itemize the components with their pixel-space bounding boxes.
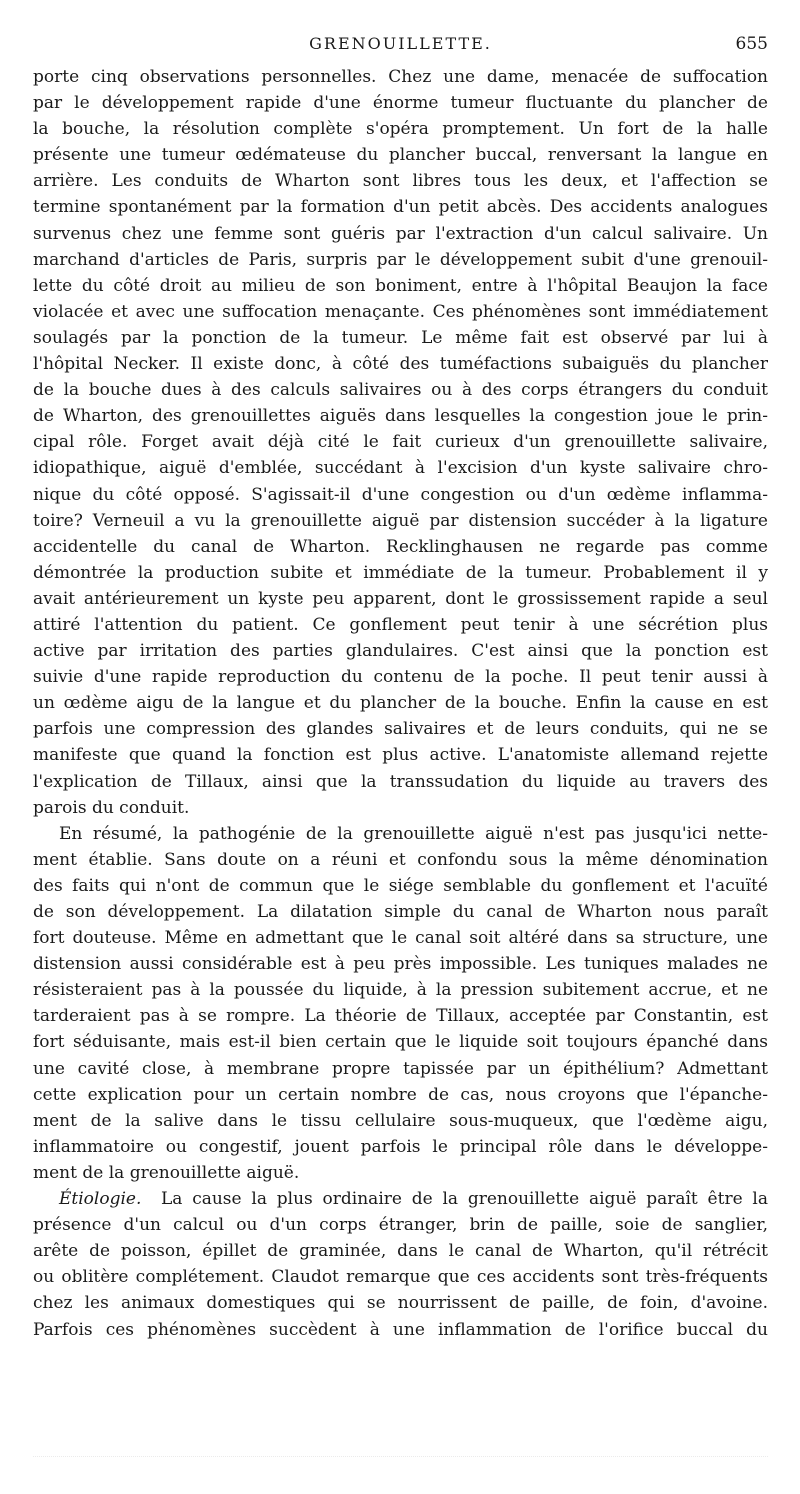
text-line: soulagés par la ponction de la tumeur. Le même fait est observé par lui à [33, 327, 768, 348]
text-line: En résumé, la pathogénie de la grenouillette aiguë n'est pas jusqu'ici nette- [59, 823, 768, 844]
text-line: par le développement rapide d'une énorme tumeur fluctuante du plancher de [33, 93, 768, 114]
book-page [33, 30, 768, 1343]
text-line: fort douteuse. Même en admettant que le canal soit altéré dans sa structure, une [33, 928, 768, 949]
text-line: l'explication de Tillaux, ainsi que la transsudation du liquide au travers des [33, 771, 768, 792]
text-line: inflammatoire ou congestif, jouent parfois le principal rôle dans le développe- [33, 1136, 768, 1157]
text-line: termine spontanément par la formation d'un petit abcès. Des accidents analogues [33, 197, 768, 218]
text-line: toire? Verneuil a vu la grenouillette aiguë par distension succéder à la ligature [33, 510, 768, 531]
text-line: tarderaient pas à se rompre. La théorie de Tillaux, acceptée par Constantin, est [33, 1006, 768, 1027]
text-line: active par irritation des parties glandulaires. C'est ainsi que la ponction est [33, 641, 768, 662]
text-line: lette du côté droit au milieu de son boniment, entre à l'hôpital Beaujon la face [33, 275, 768, 296]
text-line: un œdème aigu de la langue et du plancher de la bouche. Enfin la cause en est [33, 693, 768, 714]
text-line: parfois une compression des glandes salivaires et de leurs conduits, qui ne se [33, 719, 768, 740]
text-line: fort séduisante, mais est-il bien certain que le liquide soit toujours épanché dans [33, 1032, 768, 1053]
text-line: cette explication pour un certain nombre de cas, nous croyons que l'épanche- [33, 1084, 768, 1105]
text-line-fragment: La cause la plus ordinaire de la grenouillette aiguë paraît être la [160, 1189, 769, 1210]
text-line: présence d'un calcul ou d'un corps étranger, brin de paille, soie de sanglier, [33, 1215, 768, 1236]
scan-artifact [33, 1456, 768, 1465]
text-line: arête de poisson, épillet de graminée, dans le canal de Wharton, qu'il rétrécit [33, 1241, 768, 1262]
text-line: manifeste que quand la fonction est plus active. L'anatomiste allemand rejette [33, 745, 768, 766]
text-line: marchand d'articles de Paris, surpris par le développement subit d'une grenouil- [33, 249, 768, 270]
text-line: violacée et avec une suffocation menaçante. Ces phénomènes sont immédiatement [33, 301, 768, 322]
text-line: des faits qui n'ont de commun que le siége semblable du gonflement et l'acuïté [33, 875, 768, 896]
text-line: ou oblitère complétement. Claudot remarque que ces accidents sont très-fréquents [33, 1267, 768, 1288]
text-line: la bouche, la résolution complète s'opéra promptement. Un fort de la halle [33, 119, 768, 140]
text-line: l'hôpital Necker. Il existe donc, à côté des tuméfactions subaiguës du plancher [33, 354, 768, 375]
text-line: accidentelle du canal de Wharton. Recklinghausen ne regarde pas comme [33, 536, 768, 557]
text-line: idiopathique, aiguë d'emblée, succédant à l'excision d'un kyste salivaire chro- [33, 458, 768, 479]
text-line: suivie d'une rapide reproduction du contenu de la poche. Il peut tenir aussi à [33, 667, 768, 688]
text-line: cipal rôle. Forget avait déjà cité le fait curieux d'un grenouillette salivaire, [33, 432, 768, 453]
text-line: attiré l'attention du patient. Ce gonflement peut tenir à une sécrétion plus [33, 614, 768, 635]
page-header [33, 30, 768, 60]
text-line: parois du conduit. [33, 797, 190, 818]
text-line: avait antérieurement un kyste peu apparent, dont le grossissement rapide a seul [33, 588, 768, 609]
text-line: distension aussi considérable est à peu près impossible. Les tuniques malades ne [33, 954, 768, 975]
body-text [33, 64, 768, 1343]
text-line: chez les animaux domestiques qui se nourrissent de paille, de foin, d'avoine. [33, 1293, 768, 1314]
text-line: présente une tumeur œdémateuse du plancher buccal, renversant la langue en [33, 145, 768, 166]
running-title: GRENOUILLETTE. [309, 34, 492, 53]
text-line: porte cinq observations personnelles. Chez une dame, menacée de suffocation [33, 67, 768, 87]
text-line [33, 1186, 768, 1212]
text-line: de Wharton, des grenouillettes aiguës dans lesquelles la congestion joue le prin- [33, 406, 768, 427]
text-line: survenus chez une femme sont guéris par l'extraction d'un calcul salivaire. Un [33, 223, 768, 244]
text-line: ment établie. Sans doute on a réuni et confondu sous la même dénomination [33, 849, 768, 870]
section-heading: Étiologie. [59, 1189, 142, 1210]
text-line: de son développement. La dilatation simple du canal de Wharton nous paraît [33, 902, 768, 922]
text-line: de la bouche dues à des calculs salivaires ou à des corps étrangers du conduit [33, 380, 768, 401]
text-line: résisteraient pas à la poussée du liquide, à la pression subitement accrue, et ne [33, 980, 768, 1001]
text-line: nique du côté opposé. S'agissait-il d'une congestion ou d'un œdème inflamma- [33, 484, 768, 505]
text-line: ment de la grenouillette aiguë. [33, 1162, 300, 1183]
text-line: arrière. Les conduits de Wharton sont libres tous les deux, et l'affection se [33, 171, 768, 192]
page-number: 655 [735, 34, 768, 54]
text-line: ment de la salive dans le tissu cellulaire sous-muqueux, que l'œdème aigu, [33, 1110, 768, 1131]
text-line: une cavité close, à membrane propre tapissée par un épithélium? Admettant [33, 1058, 768, 1079]
text-line: démontrée la production subite et immédiate de la tumeur. Probablement il y [33, 562, 768, 583]
text-line: Parfois ces phénomènes succèdent à une inflammation de l'orifice buccal du [33, 1319, 768, 1340]
